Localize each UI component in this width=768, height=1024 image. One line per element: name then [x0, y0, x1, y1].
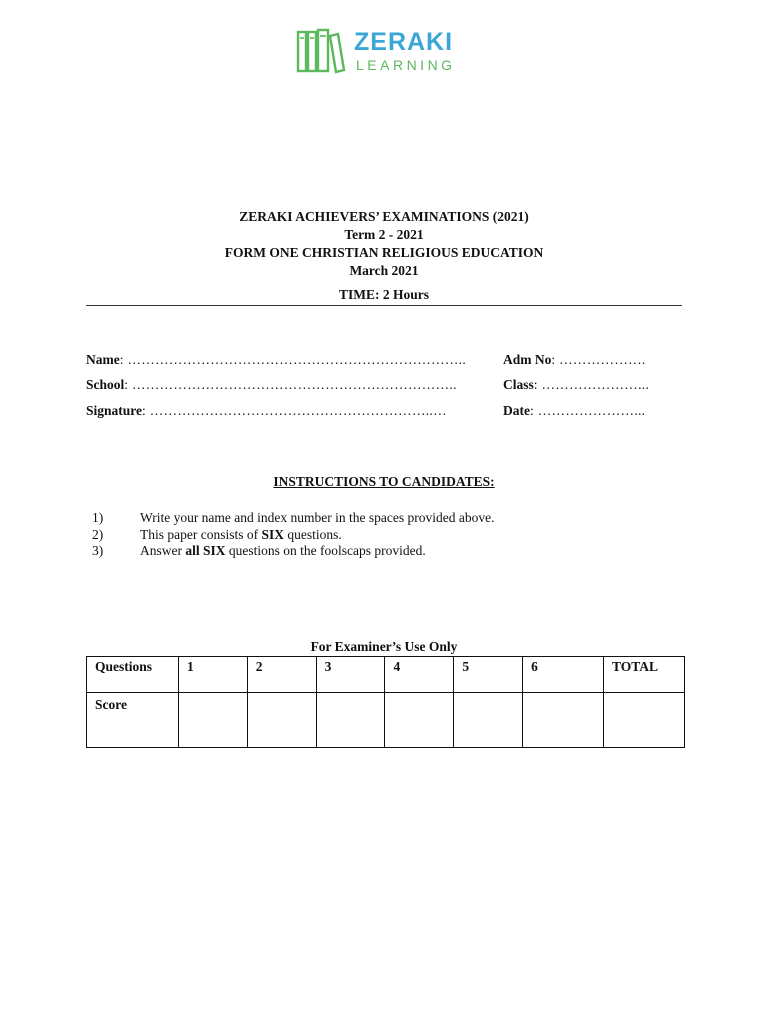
exam-term: Term 2 - 2021 — [344, 227, 424, 242]
list-item-text-end: questions on the foolscaps provided. — [225, 543, 426, 558]
name-label: Name — [86, 352, 120, 367]
exam-date: March 2021 — [349, 263, 419, 278]
score-cell[interactable] — [247, 693, 316, 748]
score-cell[interactable] — [454, 693, 523, 748]
instructions-title: INSTRUCTIONS TO CANDIDATES: — [273, 474, 495, 489]
adm-no-field[interactable] — [503, 351, 646, 369]
list-item-number: 2) — [92, 526, 104, 542]
adm-no-label: Adm No — [503, 352, 552, 367]
examiner-title: For Examiner’s Use Only — [310, 639, 458, 654]
date-dots: : …………………... — [530, 403, 646, 418]
signature-label: Signature — [86, 403, 143, 418]
list-item-text: Answer — [140, 543, 186, 558]
table-header-cell: Questions — [87, 657, 179, 693]
list-item-bold: SIX — [261, 526, 284, 542]
logo-brand: ZERAKI — [354, 28, 454, 56]
logo-subtitle: LEARNING — [356, 57, 456, 73]
score-cell[interactable] — [523, 693, 604, 748]
score-label-cell: Score — [87, 693, 179, 748]
table-header-cell: 3 — [316, 657, 385, 693]
table-header-cell: 6 — [523, 657, 604, 693]
list-item-number: 3) — [92, 543, 104, 558]
exam-header — [86, 208, 682, 304]
table-header-cell: TOTAL — [603, 657, 684, 693]
score-cell[interactable] — [385, 693, 454, 748]
name-dots: : ……………………………………………………………….. — [119, 352, 467, 367]
name-field[interactable] — [86, 351, 466, 369]
table-header-cell: 1 — [178, 657, 247, 693]
books-icon — [296, 28, 346, 74]
score-cell[interactable] — [316, 693, 385, 748]
school-dots: : …………………………………………………………….. — [124, 377, 457, 392]
zeraki-logo — [296, 28, 476, 76]
list-item-number: 1) — [92, 510, 104, 525]
table-header-cell: 2 — [247, 657, 316, 693]
school-label: School — [86, 377, 125, 392]
date-label: Date — [503, 403, 530, 418]
table-header-cell: 5 — [454, 657, 523, 693]
list-item — [92, 510, 494, 527]
list-item-text: This paper consists of — [140, 526, 262, 542]
class-label: Class — [503, 377, 534, 392]
adm-no-dots: : ………………. — [551, 352, 646, 367]
table-row — [87, 657, 685, 693]
examiner-score-table — [86, 656, 685, 748]
date-field[interactable] — [503, 402, 645, 420]
table-row — [87, 693, 685, 748]
list-item — [92, 527, 494, 544]
signature-dots: : ……………………………………………………..… — [142, 403, 447, 418]
score-cell[interactable] — [603, 693, 684, 748]
header-divider — [86, 305, 682, 306]
school-field[interactable] — [86, 376, 457, 394]
list-item — [92, 543, 494, 560]
score-cell[interactable] — [178, 693, 247, 748]
table-header-cell: 4 — [385, 657, 454, 693]
class-field[interactable] — [503, 376, 649, 394]
exam-time: TIME: 2 Hours — [338, 287, 429, 302]
exam-subject: FORM ONE CHRISTIAN RELIGIOUS EDUCATION — [224, 245, 544, 260]
list-item-bold: all SIX — [185, 543, 226, 558]
list-item-text-end: questions. — [284, 526, 342, 542]
class-dots: : …………………... — [533, 377, 650, 392]
exam-title: ZERAKI ACHIEVERS’ EXAMINATIONS (2021) — [239, 209, 529, 224]
instructions-list — [92, 510, 494, 560]
list-item-text: Write your name and index number in the spaces provided above. — [140, 510, 495, 525]
signature-field[interactable] — [86, 402, 447, 420]
